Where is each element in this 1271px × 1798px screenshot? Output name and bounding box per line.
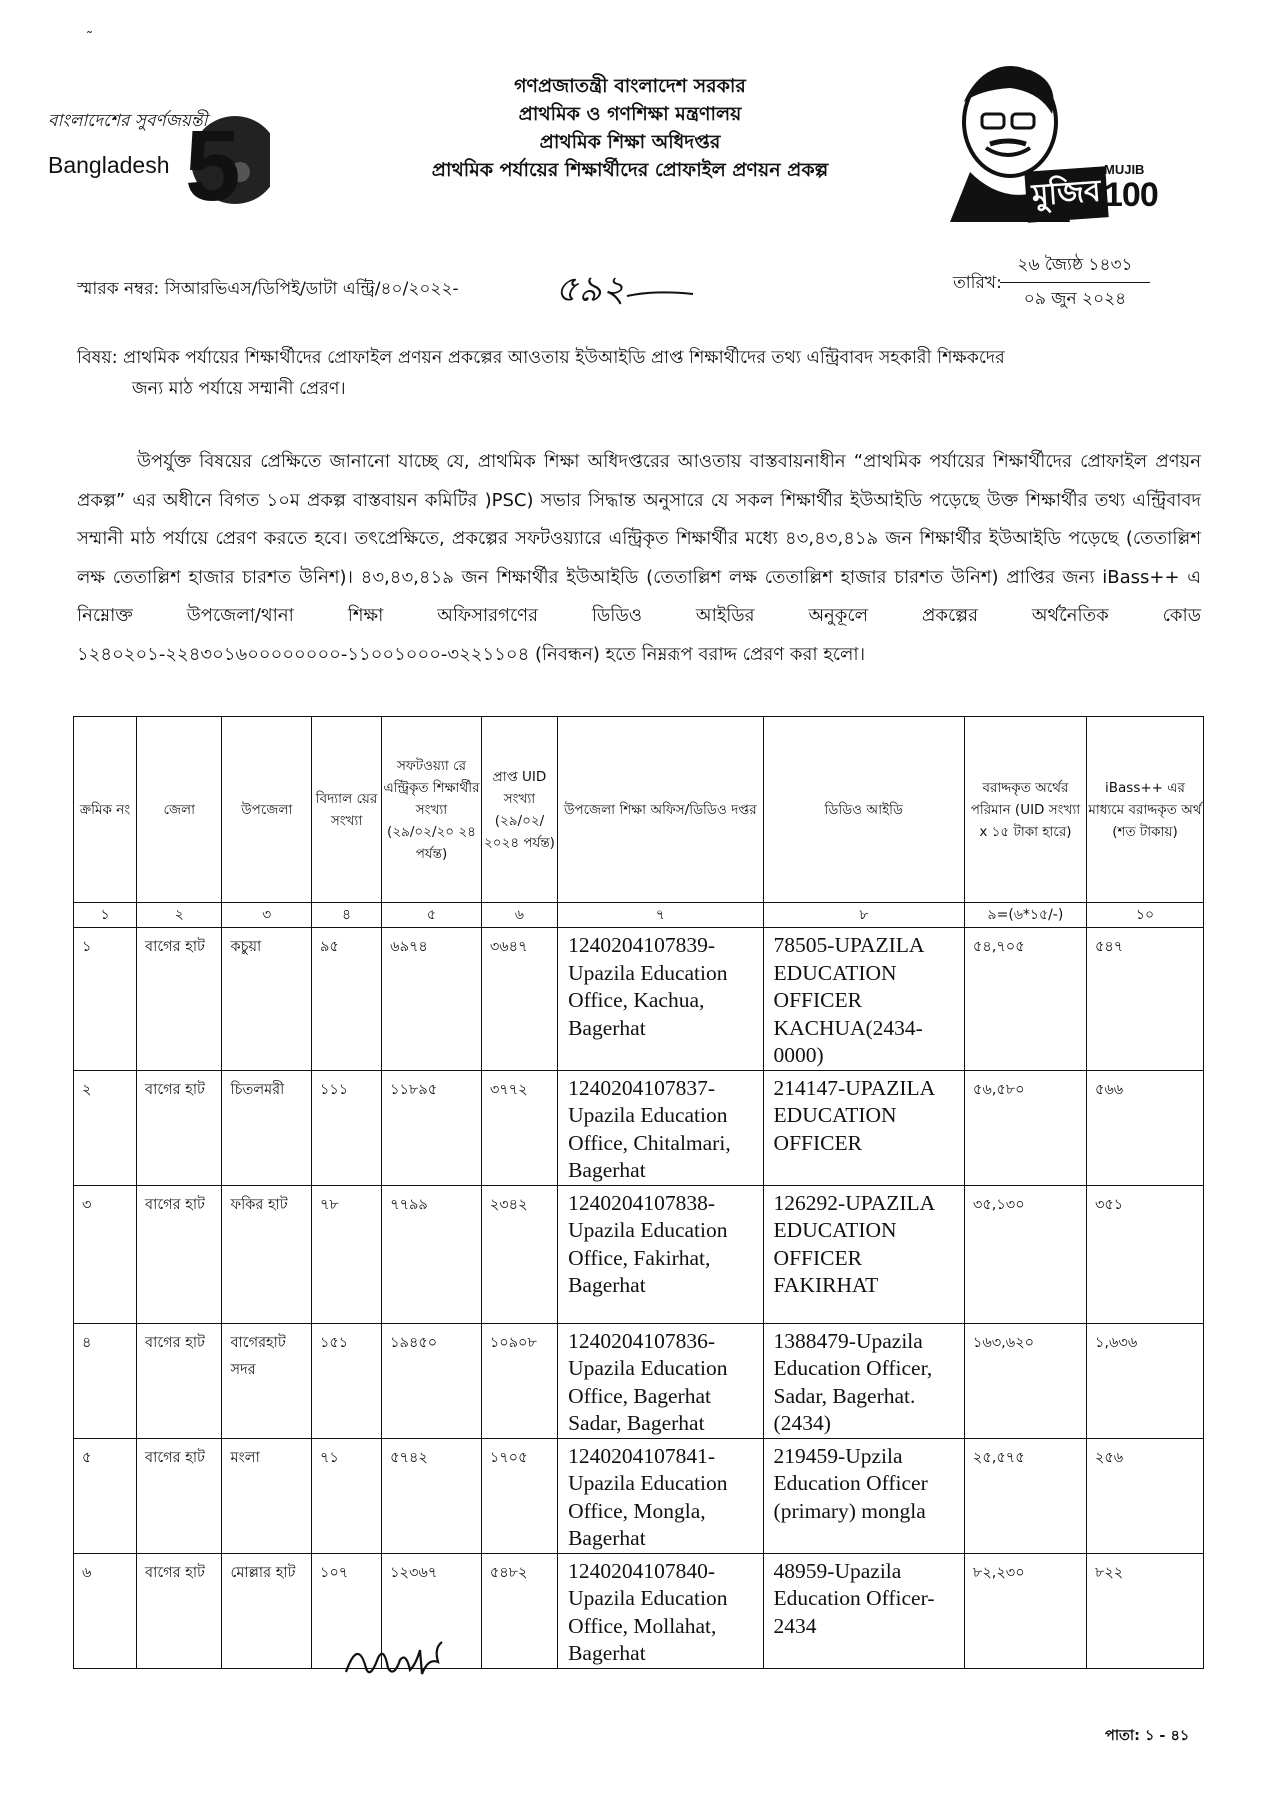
allocation-table [73,716,1204,1669]
header-cell: উপজেলা [222,717,312,903]
ref-underline-stroke [625,288,695,302]
column-number-row [74,903,1204,928]
serial-cell: ৫ [74,1438,137,1553]
entered-cell: ১১৮৯৫ [382,1070,482,1185]
corner-mark: ˜ [86,30,93,46]
ddo-cell: 78505-UPAZILA EDUCATION OFFICER KACHUA(2434-0000) [763,928,964,1071]
header-cell: বিদ্যাল য়ের সংখ্যা [311,717,381,903]
header-cell: iBass++ এর মাধ্যমে বরাদ্দকৃত অর্থ (শত টাকায়) [1086,717,1203,903]
upazila-cell: ফকির হাট [222,1185,312,1323]
entered-cell: ১২৩৬৭ [382,1553,482,1668]
bangladesh-text: Bangladesh [48,152,170,178]
entered-cell: ৬৯৭৪ [382,928,482,1071]
header-cell: উপজেলা শিক্ষা অফিস/ডিডিও দপ্তর [558,717,763,903]
schools-cell: ৯৫ [311,928,381,1071]
office-cell: 1240204107837-Upazila Education Office, Chitalmari, Bagerhat [558,1070,763,1185]
column-number: ১০ [1086,903,1203,928]
entered-cell: ৫৭৪২ [382,1438,482,1553]
office-cell: 1240204107836-Upazila Education Office, Bagerhat Sadar, Bagerhat [558,1323,763,1438]
ibass-cell: ১,৬৩৬ [1086,1323,1203,1438]
subject-line-1: বিষয়: প্রাথমিক পর্যায়ের শিক্ষার্থীদের প্রোফাইল প্রণয়ন প্রকল্পের আওতায় ইউআইডি প্রাপ্ত শিক্ষার্থীদের তথ্য এন্ট্রিবাবদ সহকারী শিক্ষকদের [77,348,1005,368]
serial-cell: ৬ [74,1553,137,1668]
ibass-cell: ৩৫১ [1086,1185,1203,1323]
date-label: তারিখ: [953,273,1002,293]
uid-cell: ৫৪৮২ [481,1553,557,1668]
schools-cell: ১০৭ [311,1553,381,1668]
memo-reference: স্মারক নম্বর: সিআরভিএস/ডিপিই/ডাটা এন্ট্রি/৪০/২০২২- [77,279,459,299]
uid-cell: ২৩৪২ [481,1185,557,1323]
schools-cell: ৭১ [311,1438,381,1553]
mujib-100-logo [930,62,1180,222]
body-paragraph: উপর্যুক্ত বিষয়ের প্রেক্ষিতে জানানো যাচ্ছে যে, প্রাথমিক শিক্ষা অধিদপ্তরের আওতায় বাস্তবায়নাধীন “প্রাথমিক পর্যায়ের শিক্ষার্থীদের প্রোফাইল প্রণয়ন প্রকল্প” এর অধীনে বিগত ১০ম প্রকল্প বাস্তবায়ন কমিটির )PSC) সভার সিদ্ধান্ত অনুসারে যে সকল শিক্ষার্থীর ইউআইডি পড়েছে উক্ত শিক্ষার্থীর তথ্য এন্ট্রিবাবদ সম্মানী মাঠ পর্যায়ে প্রেরণ করতে হবে। তৎপ্রেক্ষিতে, প্রকল্পের সফটওয়্যারে এন্ট্রিকৃত শিক্ষার্থীর মধ্যে ৪৩,৪৩,৪১৯ জন শিক্ষার্থীর ইউআইডি পড়েছে (তেতাল্লিশ লক্ষ তেতাল্লিশ হাজার চারশত উনিশ)। ৪৩,৪৩,৪১৯ জন শিক্ষার্থীর ইউআইডি (তেতাল্লিশ লক্ষ তেতাল্লিশ হাজার চারশত উনিশ) প্রাপ্তির জন্য iBass++ এ নিম্নোক্ত উপজেলা/থানা শিক্ষা অফিসারগণের ডিডিও আইডির অনুকূলে প্রকল্পের অর্থনৈতিক কোড ১২৪০২০১-২২৪৩০১৬০০০০০০০০-১১০০১০০০-৩২২১১০৪ (নিবন্ধন) হতে নিম্নরূপ বরাদ্দ প্রেরণ করা হলো। [77,451,1201,665]
office-cell: 1240204107838-Upazila Education Office, Fakirhat, Bagerhat [558,1185,763,1323]
mujib-bn-text: মুজিব [1024,166,1108,223]
ddo-cell: 214147-UPAZILA EDUCATION OFFICER [763,1070,964,1185]
schools-cell: ৭৮ [311,1185,381,1323]
ibass-cell: ৮২২ [1086,1553,1203,1668]
table-header-row [74,717,1204,903]
serial-cell: ৩ [74,1185,137,1323]
header-cell: সফটওয়্যা রে এন্ট্রিকৃত শিক্ষার্থীর সংখ্যা (২৯/০২/২০ ২৪ পর্যন্ত) [382,717,482,903]
schools-cell: ১৫১ [311,1323,381,1438]
ministry-name: প্রাথমিক ও গণশিক্ষা মন্ত্রণালয় [518,103,742,125]
ibass-cell: ৫৬৬ [1086,1070,1203,1185]
column-number: ৯=(৬*১৫/-) [964,903,1086,928]
upazila-cell: কচুয়া [222,928,312,1071]
office-cell: 1240204107840-Upazila Education Office, Mollahat, Bagerhat [558,1553,763,1668]
mujib-100-text: 100 [1104,176,1158,214]
header-cell: জেলা [137,717,222,903]
header-cell: ডিডিও আইডি [763,717,964,903]
amount-cell: ৩৫,১৩০ [964,1185,1086,1323]
table-row [74,1438,1204,1553]
upazila-cell: চিতলমরী [222,1070,312,1185]
subject [77,343,1202,405]
column-number: ৭ [558,903,763,928]
column-number: ৪ [311,903,381,928]
uid-cell: ১০৯০৮ [481,1323,557,1438]
uid-cell: ৩৬৪৭ [481,928,557,1071]
district-cell: বাগের হাট [137,1070,222,1185]
letterhead [330,72,930,184]
column-number: ৫ [382,903,482,928]
entered-cell: ৭৭৯৯ [382,1185,482,1323]
date-english: ০৯ জুন ২০২৪ [1023,289,1127,309]
serial-cell: ১ [74,928,137,1071]
office-cell: 1240204107839-Upazila Education Office, Kachua, Bagerhat [558,928,763,1071]
entered-cell: ১৯৪৫০ [382,1323,482,1438]
ddo-cell: 1388479-Upazila Education Officer, Sadar, Bagerhat.(2434) [763,1323,964,1438]
district-cell: বাগের হাট [137,1185,222,1323]
svg-text:5: 5 [185,110,241,222]
ddo-cell: 48959-Upazila Education Officer-2434 [763,1553,964,1668]
column-number: ৬ [481,903,557,928]
district-cell: বাগের হাট [137,1323,222,1438]
amount-cell: ৫৪,৭০৫ [964,928,1086,1071]
page-number: পাতা: ১ - ৪১ [1105,1728,1190,1744]
upazila-cell: মোল্লার হাট [222,1553,312,1668]
govt-name: গণপ্রজাতন্ত্রী বাংলাদেশ সরকার [514,75,746,97]
signature [338,1628,458,1688]
jubilee-text: বাংলাদেশের সুবর্ণজয়ন্তী [48,111,208,131]
golden-jubilee-logo [40,90,270,230]
ddo-cell: 126292-UPAZILA EDUCATION OFFICER FAKIRHAT [763,1185,964,1323]
district-cell: বাগের হাট [137,928,222,1071]
date-bangla: ২৬ জ্যৈষ্ঠ ১৪৩১ [1000,252,1150,283]
table-row [74,928,1204,1071]
column-number: ৩ [222,903,312,928]
table-row [74,1185,1204,1323]
serial-cell: ৪ [74,1323,137,1438]
ibass-cell: ৫৪৭ [1086,928,1203,1071]
table-row [74,1070,1204,1185]
amount-cell: ২৫,৫৭৫ [964,1438,1086,1553]
district-cell: বাগের হাট [137,1553,222,1668]
table-row [74,1553,1204,1668]
upazila-cell: মংলা [222,1438,312,1553]
column-number: ২ [137,903,222,928]
header-cell: ক্রমিক নং [74,717,137,903]
column-number: ১ [74,903,137,928]
district-cell: বাগের হাট [137,1438,222,1553]
schools-cell: ১১১ [311,1070,381,1185]
directorate-name: প্রাথমিক শিক্ষা অধিদপ্তর [539,131,721,153]
table-row [74,1323,1204,1438]
upazila-cell: বাগেরহাট সদর [222,1323,312,1438]
column-number: ৮ [763,903,964,928]
uid-cell: ৩৭৭২ [481,1070,557,1185]
uid-cell: ১৭০৫ [481,1438,557,1553]
ddo-cell: 219459-Upzila Education Officer (primary) mongla [763,1438,964,1553]
amount-cell: ৮২,২৩০ [964,1553,1086,1668]
mujib-en-text: MUJIB [1104,162,1145,177]
header-cell: প্রাপ্ত UID সংখ্যা (২৯/০২/ ২০২৪ পর্যন্ত) [481,717,557,903]
header-cell: বরাদ্দকৃত অর্থের পরিমান (UID সংখ্যা x ১৫ টাকা হারে) [964,717,1086,903]
amount-cell: ১৬৩,৬২০ [964,1323,1086,1438]
office-cell: 1240204107841-Upazila Education Office, Mongla, Bagerhat [558,1438,763,1553]
amount-cell: ৫৬,৫৮০ [964,1070,1086,1185]
project-name: প্রাথমিক পর্যায়ের শিক্ষার্থীদের প্রোফাইল প্রণয়ন প্রকল্প [431,159,829,181]
memo-ref-handwritten: ৫৯২ [555,269,626,310]
ibass-cell: ২৫৬ [1086,1438,1203,1553]
subject-line-2: জন্য মাঠ পর্যায়ে সম্মানী প্রেরণ। [132,379,346,399]
serial-cell: ২ [74,1070,137,1185]
